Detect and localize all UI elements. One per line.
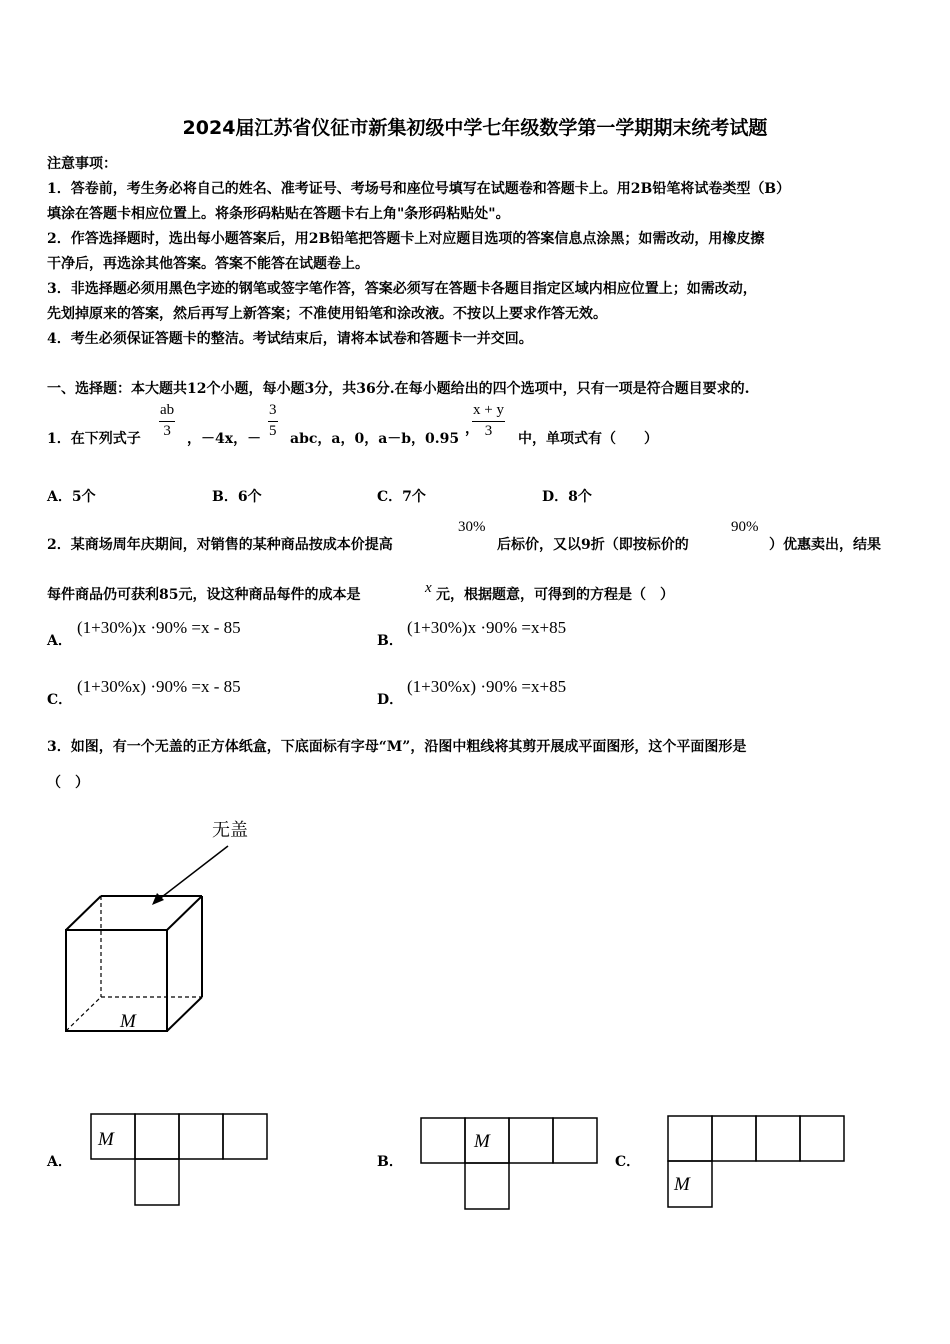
net-square [465, 1163, 509, 1209]
net-letter: M [474, 1131, 490, 1152]
cube-hidden-edge [66, 997, 101, 1031]
q2-text-part3: ）优惠卖出，结果 [769, 537, 881, 553]
net-square [509, 1118, 553, 1163]
fraction-denominator: 3 [484, 423, 493, 439]
cube-label-no-lid: 无盖 [212, 820, 248, 841]
q3-option-b-label[interactable]: B． [377, 1154, 403, 1170]
fraction-denominator: 3 [163, 423, 171, 439]
q3-option-c-net[interactable] [668, 1116, 844, 1207]
net-square [135, 1114, 179, 1159]
notice-line: 2．作答选择题时，选出每小题答案后，用2B铅笔把答题卡上对应题目选项的答案信息点涂黑；如需改动，用橡皮擦 [47, 231, 765, 247]
q3-option-b-net[interactable] [421, 1118, 597, 1209]
notice-heading: 注意事项： [47, 156, 117, 172]
q3-text-line1: 3．如图，有一个无盖的正方体纸盒，下底面标有字母“M”，沿图中粗线将其剪开展成平面图形，这个平面图形是 [47, 739, 747, 755]
fraction-denominator: 5 [269, 423, 277, 439]
q1-option-c[interactable]: C．7个 [377, 489, 426, 505]
q2-option-d-label[interactable]: D． [377, 692, 404, 708]
cube-edge [66, 896, 101, 930]
q2-percent-90: 90% [731, 519, 759, 535]
q2-text-part2: 后标价，又以9折（即按标价的 [497, 537, 689, 553]
q2-option-d-equation[interactable]: (1+30%x) ·90% =x+85 [407, 677, 567, 696]
page-title: 2024届江苏省仪征市新集初级中学七年级数学第一学期期末统考试题 [182, 117, 768, 139]
q2-option-a-label[interactable]: A． [47, 633, 72, 649]
net-letter: M [98, 1129, 114, 1150]
q3-option-c-label[interactable]: C． [615, 1154, 641, 1170]
q2-variable-x: x [425, 580, 432, 596]
q2-option-c-equation[interactable]: (1+30%x) ·90% =x - 85 [77, 677, 241, 696]
q3-text-line2: （ ） [47, 775, 89, 791]
cube-edge [167, 896, 202, 930]
cube-edge [167, 997, 202, 1031]
notice-line: 先划掉原来的答案，然后再写上新答案；不准使用铅笔和涂改液。不按以上要求作答无效。 [47, 306, 607, 322]
q1-comma: ， [465, 421, 479, 437]
fraction-numerator: x + y [472, 402, 505, 422]
q1-mid2: abc，a，0，a－b，0.95 [290, 431, 460, 447]
q1-option-b[interactable]: B．6个 [212, 489, 262, 505]
q1-prefix: 1．在下列式子 [47, 431, 141, 447]
net-square [756, 1116, 800, 1161]
notice-line: 4．考生必须保证答题卡的整洁。考试结束后，请将本试卷和答题卡一并交回。 [47, 331, 533, 347]
fraction-numerator: 3 [268, 402, 278, 422]
q2-text-line2b: 元，根据题意，可得到的方程是（ ） [436, 587, 674, 603]
cube-bottom-letter: M [120, 1011, 136, 1032]
q1-suffix: 中，单项式有（ ） [518, 431, 658, 447]
q2-percent-30: 30% [458, 519, 486, 535]
q2-option-c-label[interactable]: C． [47, 692, 73, 708]
notice-line: 1．答卷前，考生务必将自己的姓名、准考证号、考场号和座位号填写在试题卷和答题卡上。用2B铅笔将试卷类型（B） [47, 181, 791, 197]
net-square [179, 1114, 223, 1159]
q1-option-d[interactable]: D．8个 [542, 489, 592, 505]
net-square [712, 1116, 756, 1161]
net-letter: M [674, 1174, 690, 1195]
q2-option-b-label[interactable]: B． [377, 633, 403, 649]
section-heading: 一、选择题：本大题共12个小题，每小题3分，共36分.在每小题给出的四个选项中，只有一项是符合题目要求的. [47, 381, 750, 397]
net-square [135, 1159, 179, 1205]
q2-text-line2a: 每件商品仍可获利85元，设这种商品每件的成本是 [47, 587, 361, 603]
q2-text-part1: 2．某商场周年庆期间，对销售的某种商品按成本价提高 [47, 537, 393, 553]
notice-line: 3．非选择题必须用黑色字迹的钢笔或签字笔作答，答案必须写在答题卡各题目指定区域内相应位置上；如需改动， [47, 281, 757, 297]
q1-option-a[interactable]: A．5个 [47, 489, 96, 505]
q3-option-a-net[interactable] [91, 1114, 267, 1205]
net-square [223, 1114, 267, 1159]
arrow-line [158, 846, 228, 900]
q3-option-a-label[interactable]: A． [47, 1154, 72, 1170]
net-square [421, 1118, 465, 1163]
notice-line: 填涂在答题卡相应位置上。将条形码粘贴在答题卡右上角"条形码粘贴处"。 [47, 206, 510, 222]
net-square [668, 1116, 712, 1161]
net-square [553, 1118, 597, 1163]
q1-mid1: ，－4x，－ [187, 431, 262, 447]
fraction-numerator: ab [159, 402, 175, 422]
notice-line: 干净后，再选涂其他答案。答案不能答在试题卷上。 [47, 256, 369, 272]
arrow-head [152, 893, 164, 905]
net-square [800, 1116, 844, 1161]
q2-option-a-equation[interactable]: (1+30%)x ·90% =x - 85 [77, 618, 241, 637]
q2-option-b-equation[interactable]: (1+30%)x ·90% =x+85 [407, 618, 567, 637]
